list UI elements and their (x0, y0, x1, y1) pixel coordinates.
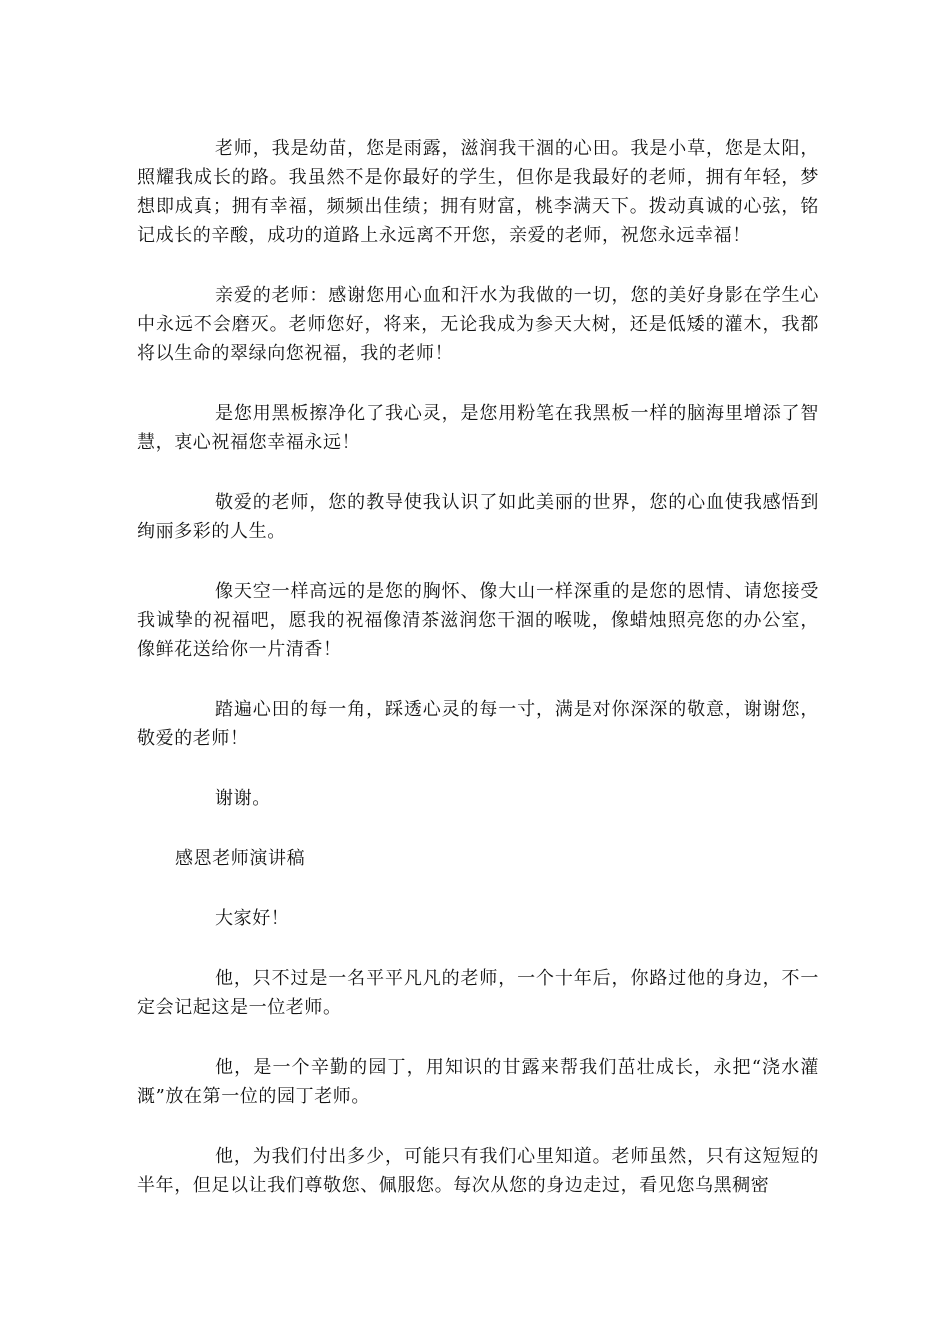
paragraph: 亲爱的老师：感谢您用心血和汗水为我做的一切，您的美好身影在学生心中永远不会磨灭。老师您好，将来，无论我成为参天大树，还是低矮的灌木，我都将以生命的翠绿向您祝福，我的老师！ (137, 285, 819, 364)
document-body (137, 134, 819, 1231)
paragraph: 踏遍心田的每一角，踩透心灵的每一寸，满是对你深深的敬意，谢谢您，敬爱的老师！ (137, 699, 819, 749)
paragraph: 敬爱的老师，您的教导使我认识了如此美丽的世界，您的心血使我感悟到绚丽多彩的人生。 (137, 492, 819, 542)
paragraph: 他，只不过是一名平平凡凡的老师，一个十年后，你路过他的身边，不一定会记起这是一位老师。 (137, 968, 819, 1018)
paragraph: 老师，我是幼苗，您是雨露，滋润我干涸的心田。我是小草，您是太阳，照耀我成长的路。我虽然不是你最好的学生，但你是我最好的老师，拥有年轻，梦想即成真；拥有幸福，频频出佳绩；拥有财富，桃李满天下。拨动真诚的心弦，铭记成长的辛酸，成功的道路上永远离不开您，亲爱的老师，祝您永远幸福！ (137, 138, 819, 246)
section-heading: 感恩老师演讲稿 (175, 848, 306, 869)
paragraph: 是您用黑板擦净化了我心灵，是您用粉笔在我黑板一样的脑海里增添了智慧，衷心祝福您幸福永远！ (137, 403, 819, 453)
greeting: 大家好！ (215, 908, 290, 929)
paragraph: 像天空一样高远的是您的胸怀、像大山一样深重的是您的恩情、请您接受我诚挚的祝福吧，愿我的祝福像清茶滋润您干涸的喉咙，像蜡烛照亮您的办公室，像鲜花送给你一片清香！ (137, 581, 819, 660)
closing-thanks: 谢谢。 (215, 788, 271, 809)
paragraph: 他，是一个辛勤的园丁，用知识的甘露来帮我们茁壮成长，永把“浇水灌溉”放在第一位的园丁老师。 (137, 1057, 819, 1107)
paragraph: 他，为我们付出多少，可能只有我们心里知道。老师虽然，只有这短短的半年，但足以让我们尊敬您、佩服您。每次从您的身边走过，看见您乌黑稠密 (137, 1146, 819, 1196)
